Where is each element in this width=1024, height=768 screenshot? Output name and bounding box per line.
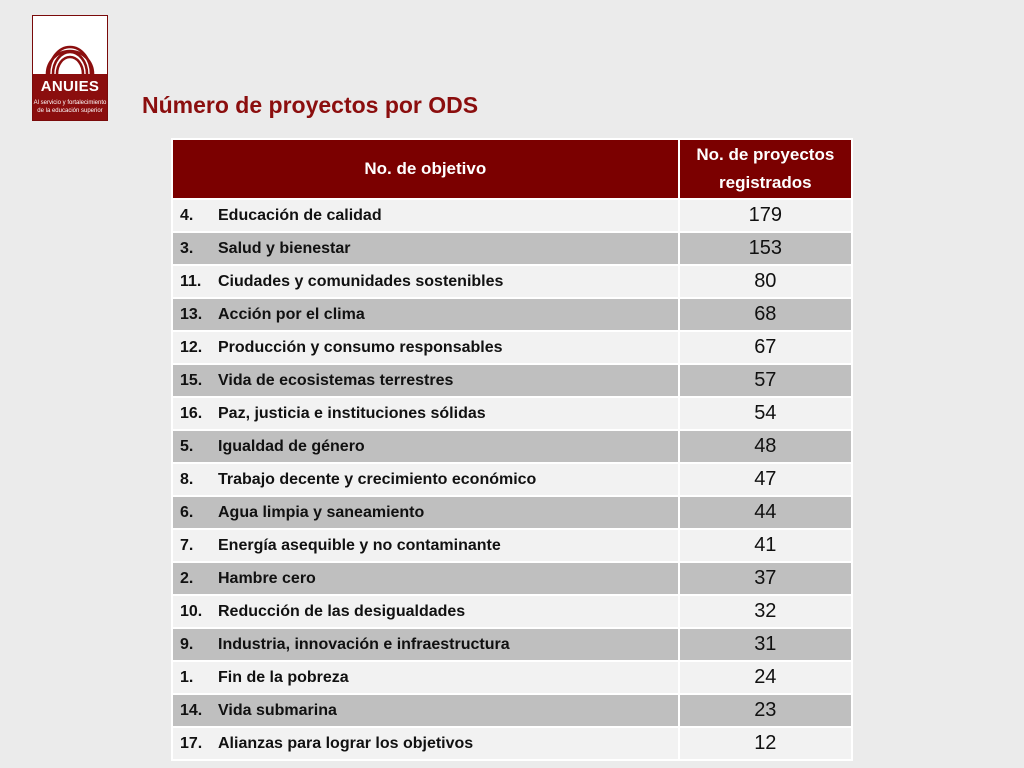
project-count-cell: 48 — [679, 430, 852, 463]
objective-number: 13. — [180, 305, 203, 323]
objective-cell — [172, 265, 679, 298]
objective-name: Trabajo decente y crecimiento económico — [218, 470, 537, 488]
table-row — [172, 496, 852, 529]
objective-name: Industria, innovación e infraestructura — [218, 635, 510, 653]
table-row — [172, 727, 852, 760]
objective-name: Reducción de las desigualdades — [218, 602, 466, 620]
objective-number: 10. — [180, 602, 203, 620]
objective-number: 9. — [180, 635, 194, 653]
objective-cell — [172, 661, 679, 694]
project-count-cell: 12 — [679, 727, 852, 760]
table-row — [172, 463, 852, 496]
table-row — [172, 232, 852, 265]
objective-name: Agua limpia y saneamiento — [218, 503, 425, 521]
objective-name: Producción y consumo responsables — [218, 338, 503, 356]
objective-number: 11. — [180, 272, 202, 290]
objective-name: Energía asequible y no contaminante — [218, 536, 501, 554]
page-title: Número de proyectos por ODS — [142, 92, 479, 118]
objective-cell — [172, 595, 679, 628]
objective-number: 2. — [180, 569, 194, 587]
table-row — [172, 595, 852, 628]
project-count-cell: 24 — [679, 661, 852, 694]
table-row — [172, 529, 852, 562]
objective-cell — [172, 430, 679, 463]
table-row — [172, 628, 852, 661]
objective-name: Paz, justicia e instituciones sólidas — [218, 404, 486, 422]
project-count-cell: 31 — [679, 628, 852, 661]
project-count-cell: 37 — [679, 562, 852, 595]
header-objective: No. de objetivo — [172, 139, 679, 199]
table-row — [172, 364, 852, 397]
table-row — [172, 265, 852, 298]
objective-name: Vida de ecosistemas terrestres — [218, 371, 454, 389]
objective-cell — [172, 628, 679, 661]
objective-name: Educación de calidad — [218, 206, 382, 224]
objective-cell — [172, 232, 679, 265]
objective-cell — [172, 331, 679, 364]
objective-cell — [172, 496, 679, 529]
objective-number: 6. — [180, 503, 194, 521]
objective-name: Hambre cero — [218, 569, 316, 587]
table-row — [172, 562, 852, 595]
objective-number: 12. — [180, 338, 203, 356]
project-count-cell: 23 — [679, 694, 852, 727]
objective-name: Acción por el clima — [218, 305, 365, 323]
table-row — [172, 430, 852, 463]
objective-name: Igualdad de género — [218, 437, 365, 455]
project-count-cell: 67 — [679, 331, 852, 364]
objective-name: Vida submarina — [218, 701, 337, 719]
objective-name: Ciudades y comunidades sostenibles — [218, 272, 504, 290]
table-row — [172, 298, 852, 331]
table-row — [172, 199, 852, 232]
project-count-cell: 153 — [679, 232, 852, 265]
objective-name: Alianzas para lograr los objetivos — [218, 734, 474, 752]
objective-cell — [172, 727, 679, 760]
objective-cell — [172, 694, 679, 727]
objective-cell — [172, 562, 679, 595]
project-count-cell: 57 — [679, 364, 852, 397]
table-row — [172, 661, 852, 694]
project-count-cell: 44 — [679, 496, 852, 529]
objective-number: 7. — [180, 536, 194, 554]
logo-name: ANUIES — [40, 78, 100, 95]
project-count-cell: 80 — [679, 265, 852, 298]
project-count-cell: 68 — [679, 298, 852, 331]
table-header-row — [172, 139, 852, 199]
table-row — [172, 397, 852, 430]
objective-number: 14. — [180, 701, 203, 719]
objective-cell — [172, 199, 679, 232]
objective-cell — [172, 298, 679, 331]
objective-cell — [172, 397, 679, 430]
objective-name: Fin de la pobreza — [218, 668, 349, 686]
objective-number: 8. — [180, 470, 194, 488]
objective-number: 15. — [180, 371, 203, 389]
header-project-count: No. de proyectos registrados — [679, 139, 852, 199]
objective-number: 17. — [180, 734, 203, 752]
objective-name: Salud y bienestar — [218, 239, 351, 257]
objective-number: 1. — [180, 668, 194, 686]
objective-number: 3. — [180, 239, 194, 257]
project-count-cell: 41 — [679, 529, 852, 562]
objective-number: 4. — [180, 206, 194, 224]
project-count-cell: 47 — [679, 463, 852, 496]
project-count-cell: 179 — [679, 199, 852, 232]
objective-cell — [172, 463, 679, 496]
logo-tagline: Al servicio y fortalecimiento de la educación superior — [33, 100, 107, 114]
objective-cell — [172, 364, 679, 397]
table-row — [172, 694, 852, 727]
project-count-cell: 54 — [679, 397, 852, 430]
table-row — [172, 331, 852, 364]
anuies-logo — [32, 15, 108, 121]
project-count-cell: 32 — [679, 595, 852, 628]
objective-number: 16. — [180, 404, 203, 422]
objective-cell — [172, 529, 679, 562]
ods-projects-table — [171, 138, 853, 761]
objective-number: 5. — [180, 437, 194, 455]
